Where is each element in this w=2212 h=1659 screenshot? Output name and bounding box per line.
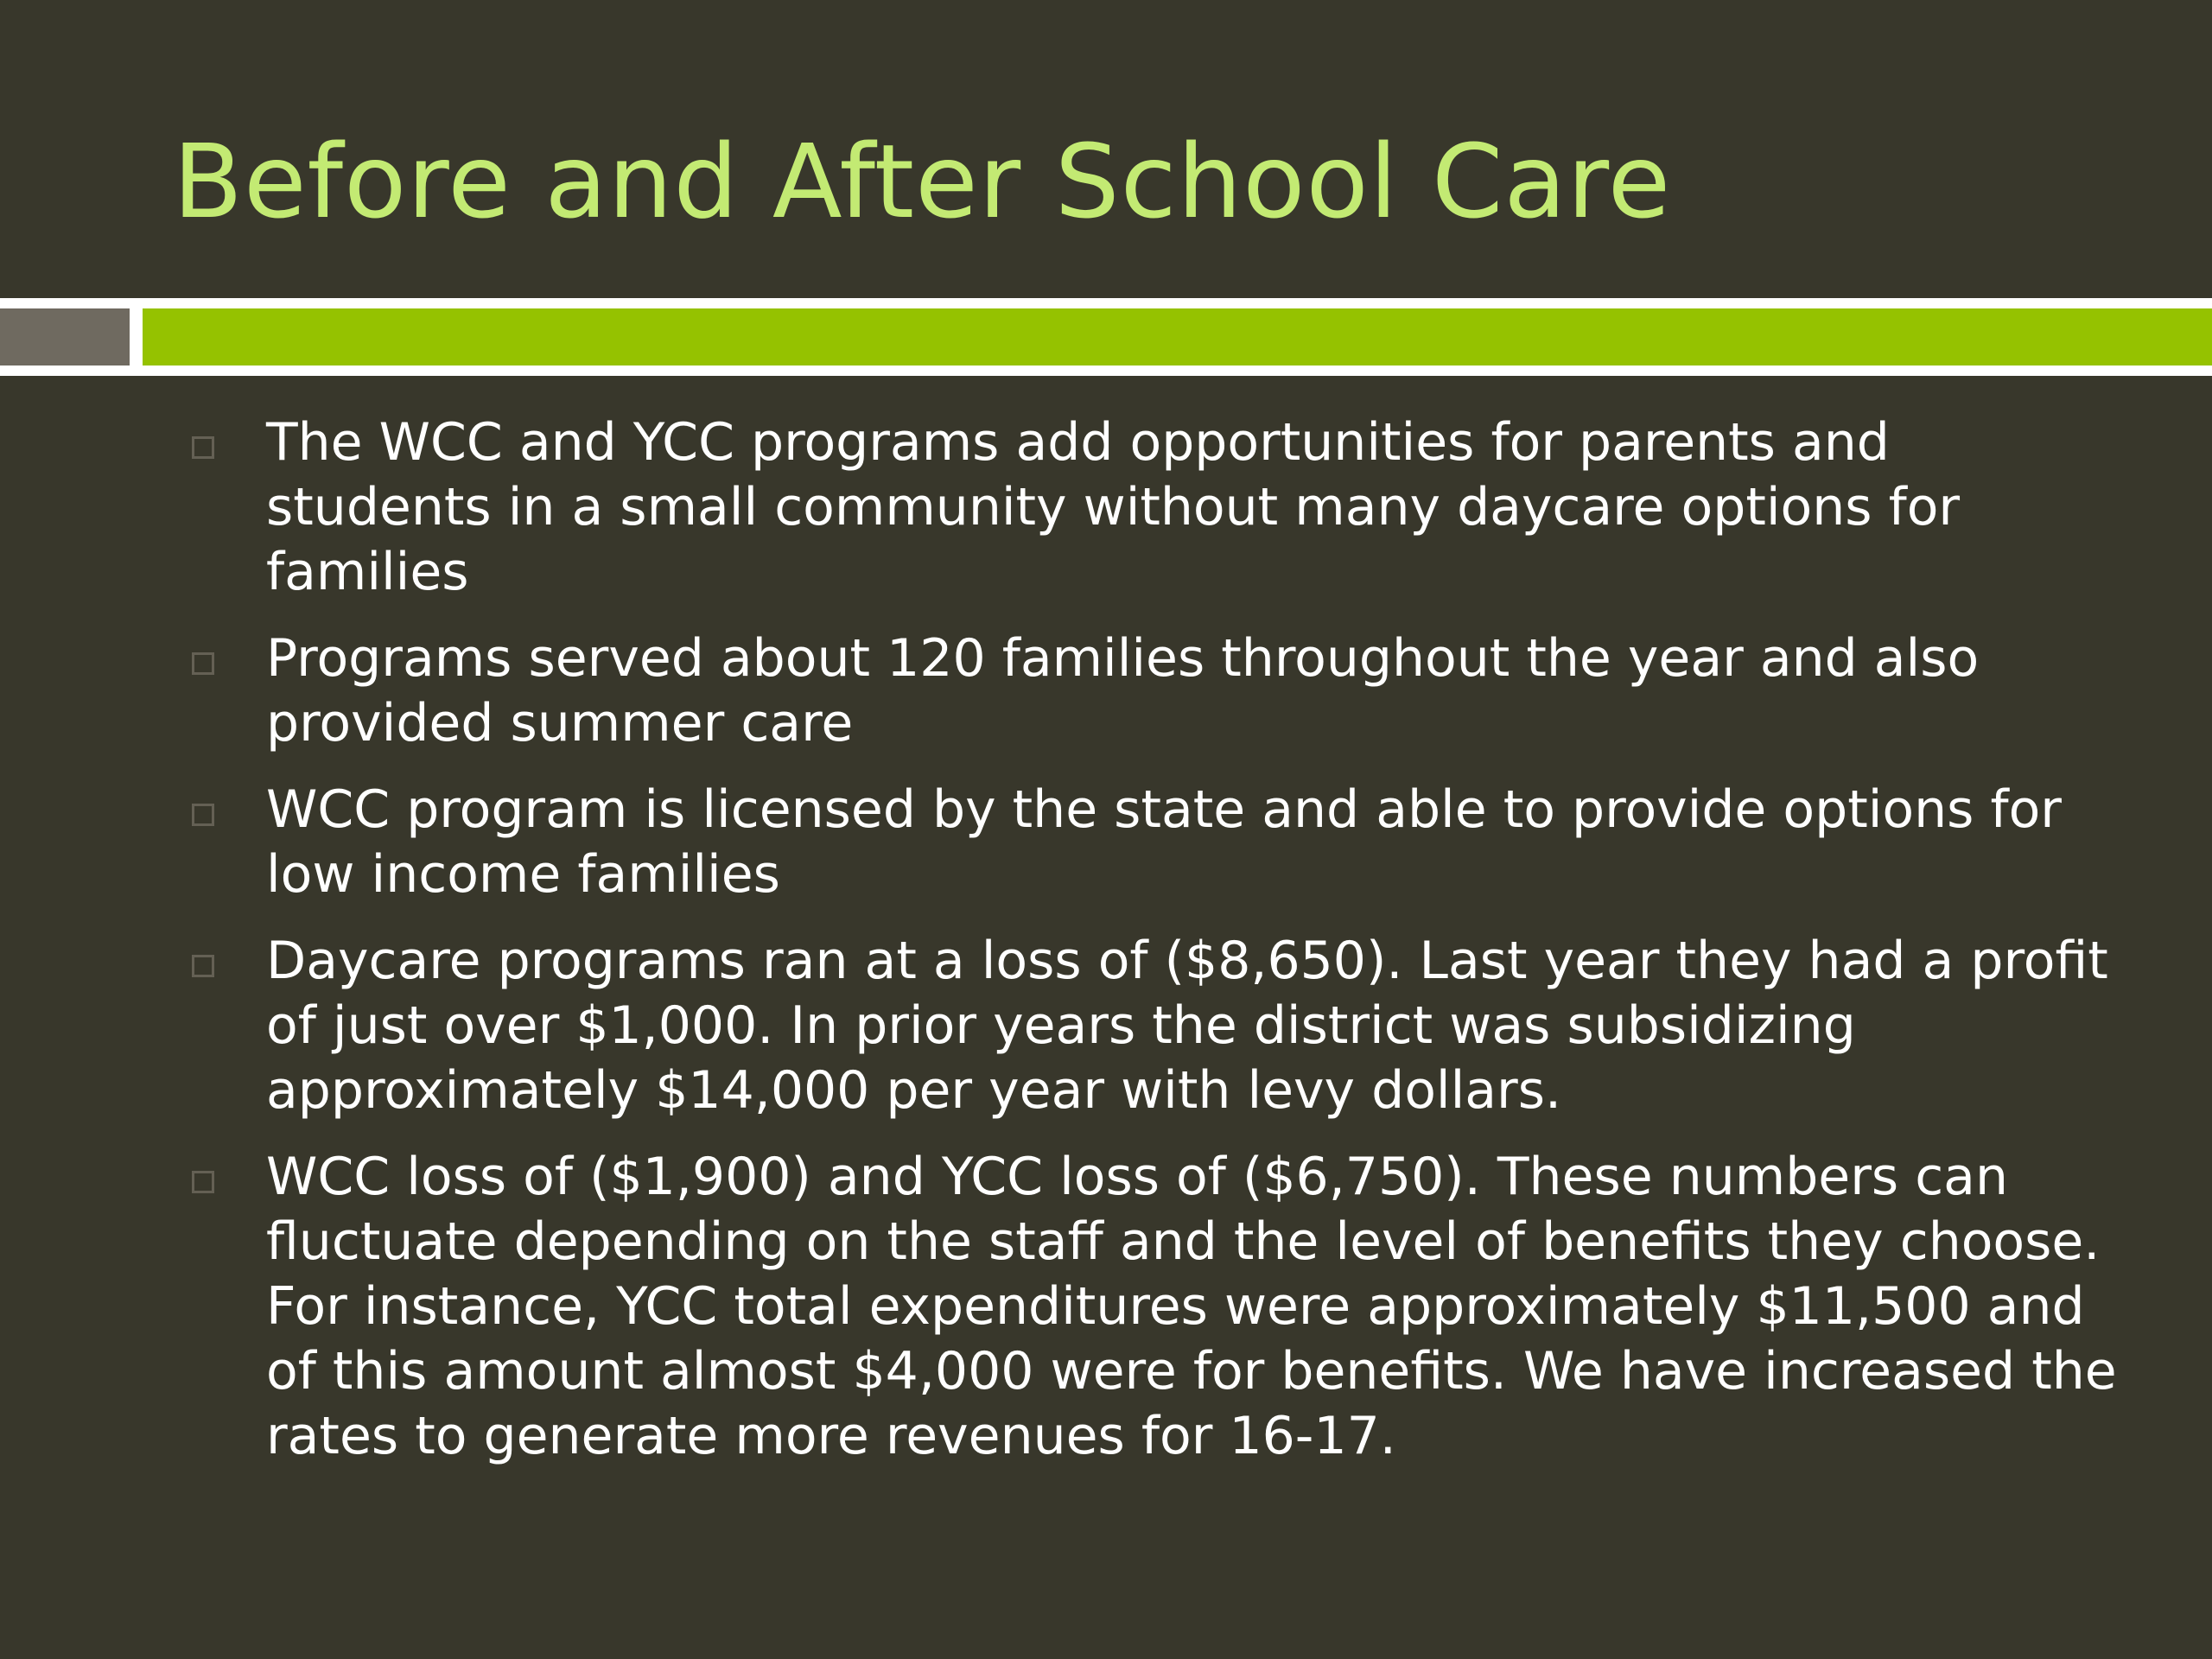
divider-gray-block bbox=[0, 308, 130, 365]
bullet-text: WCC program is licensed by the state and able to provide options for low income families bbox=[266, 779, 2062, 905]
bullet-list bbox=[190, 410, 2126, 1491]
bullet-text: Programs served about 120 families throughout the year and also provided summer care bbox=[266, 628, 1980, 753]
divider-green-bar bbox=[143, 308, 2212, 365]
hollow-square-bullet-icon bbox=[192, 804, 214, 826]
bullet-item bbox=[190, 410, 2126, 605]
bullet-item bbox=[190, 626, 2126, 756]
bullet-item bbox=[190, 778, 2126, 907]
hollow-square-bullet-icon bbox=[192, 955, 214, 977]
hollow-square-bullet-icon bbox=[192, 1171, 214, 1193]
bullet-text: Daycare programs ran at a loss of ($8,650). Last year they had a profit of just over $1,000. In prior years the district was subsidizing approximately $14,000 per year with levy dollars. bbox=[266, 931, 2108, 1121]
hollow-square-bullet-icon bbox=[192, 652, 214, 675]
hollow-square-bullet-icon bbox=[192, 436, 214, 459]
bullet-item bbox=[190, 1145, 2126, 1469]
bullet-text: The WCC and YCC programs add opportunities for parents and students in a small community without many daycare options for families bbox=[266, 412, 1961, 602]
slide-title: Before and After School Care bbox=[173, 122, 1672, 241]
bullet-text: WCC loss of ($1,900) and YCC loss of ($6,750). These numbers can fluctuate depending on the staff and the level of benefits they choose. For instance, YCC total expenditures were approximately $11,500 and of this amount almost $4,000 were for benefits. We have increased the rates to generate more revenues for 16-17. bbox=[266, 1147, 2117, 1466]
bullet-item bbox=[190, 929, 2126, 1123]
